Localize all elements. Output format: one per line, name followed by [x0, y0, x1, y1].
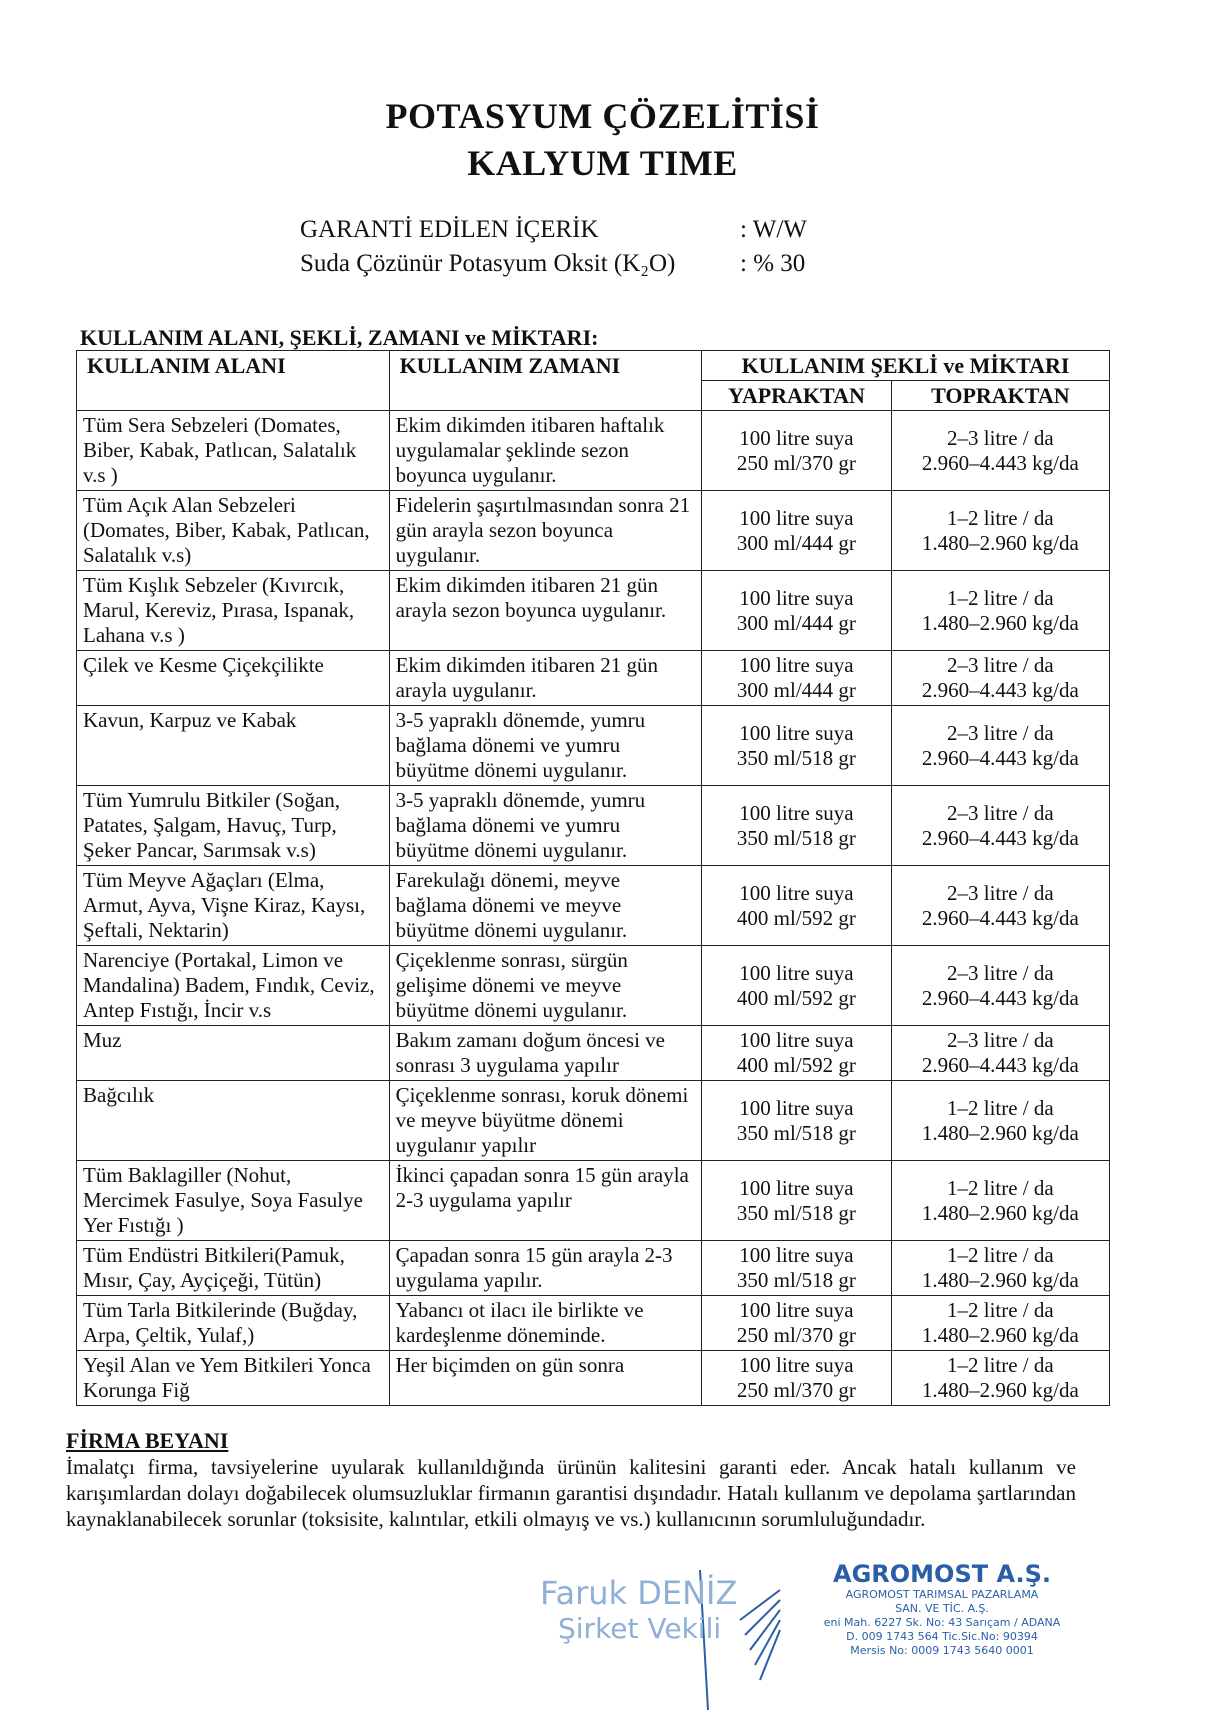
- cell-area: Muz: [77, 1026, 390, 1081]
- column-header-method: KULLANIM ŞEKLİ ve MİKTARI: [702, 351, 1110, 381]
- cell-leaf: 100 litre suya 350 ml/518 gr: [702, 1081, 892, 1161]
- table-row: [77, 651, 1110, 706]
- cell-area: Tüm Açık Alan Sebzeleri (Domates, Biber, Kabak, Patlıcan, Salatalık v.s): [77, 491, 390, 571]
- column-header-soil: TOPRAKTAN: [891, 381, 1109, 411]
- cell-time: İkinci çapadan sonra 15 gün arayla 2-3 uygulama yapılır: [389, 1161, 702, 1241]
- table-row: [77, 1026, 1110, 1081]
- product-name: KALYUM TIME: [467, 143, 738, 183]
- content-heading-value: : W/W: [740, 216, 807, 243]
- cell-area: Bağcılık: [77, 1081, 390, 1161]
- signature: [540, 1575, 737, 1647]
- cell-area: Tüm Kışlık Sebzeler (Kıvırcık, Marul, Kereviz, Pırasa, Ispanak, Lahana v.s ): [77, 571, 390, 651]
- cell-leaf: 100 litre suya 250 ml/370 gr: [702, 411, 892, 491]
- stamp-company-name: AGROMOST A.Ş.: [833, 1560, 1051, 1588]
- cell-area: Tüm Tarla Bitkilerinde (Buğday, Arpa, Çeltik, Yulaf,): [77, 1296, 390, 1351]
- content-item-value: : % 30: [740, 250, 806, 277]
- table-row: [77, 946, 1110, 1026]
- cell-leaf: 100 litre suya 350 ml/518 gr: [702, 1241, 892, 1296]
- cell-area: Tüm Baklagiller (Nohut, Mercimek Fasulye, Soya Fasulye Yer Fıstığı ): [77, 1161, 390, 1241]
- cell-area: Tüm Endüstri Bitkileri(Pamuk, Mısır, Çay, Ayçiçeği, Tütün): [77, 1241, 390, 1296]
- cell-soil: 2–3 litre / da 2.960–4.443 kg/da: [891, 411, 1109, 491]
- cell-soil: 2–3 litre / da 2.960–4.443 kg/da: [891, 651, 1109, 706]
- document-title: POTASYUM ÇÖZELİTİSİ: [385, 96, 820, 136]
- table-row: [77, 1296, 1110, 1351]
- cell-soil: 2–3 litre / da 2.960–4.443 kg/da: [891, 946, 1109, 1026]
- cell-leaf: 100 litre suya 400 ml/592 gr: [702, 946, 892, 1026]
- usage-table: [76, 350, 1110, 1406]
- content-item-label: Suda Çözünür Potasyum Oksit (K₂O): [300, 250, 676, 277]
- content-heading-label: GARANTİ EDİLEN İÇERİK: [300, 216, 599, 243]
- table-row: [77, 866, 1110, 946]
- table-row: [77, 411, 1110, 491]
- table-row: [77, 706, 1110, 786]
- table-row: [77, 1241, 1110, 1296]
- cell-time: Çiçeklenme sonrası, sürgün gelişime dönemi ve meyve büyütme dönemi uygulanır.: [389, 946, 702, 1026]
- cell-area: Tüm Meyve Ağaçları (Elma, Armut, Ayva, Vişne Kiraz, Kaysı, Şeftali, Nektarin): [77, 866, 390, 946]
- table-row: [77, 1351, 1110, 1406]
- cell-area: Tüm Sera Sebzeleri (Domates, Biber, Kabak, Patlıcan, Salatalık v.s ): [77, 411, 390, 491]
- cell-area: Çilek ve Kesme Çiçekçilikte: [77, 651, 390, 706]
- stamp-line: eni Mah. 6227 Sk. No: 43 Sarıçam / ADANA: [823, 1616, 1061, 1629]
- stamp-line: D. 009 1743 564 Tic.Sic.No: 90394: [846, 1630, 1038, 1643]
- cell-soil: 1–2 litre / da 1.480–2.960 kg/da: [891, 1081, 1109, 1161]
- column-header-time: KULLANIM ZAMANI: [389, 351, 702, 411]
- usage-table-body: [77, 411, 1110, 1406]
- cell-soil: 1–2 litre / da 1.480–2.960 kg/da: [891, 1241, 1109, 1296]
- cell-time: Farekulağı dönemi, meyve bağlama dönemi ve meyve büyütme dönemi uygulanır.: [389, 866, 702, 946]
- cell-time: Çiçeklenme sonrası, koruk dönemi ve meyve büyütme dönemi uygulanır yapılır: [389, 1081, 702, 1161]
- cell-area: Narenciye (Portakal, Limon ve Mandalina) Badem, Fındık, Ceviz, Antep Fıstığı, İncir v.s: [77, 946, 390, 1026]
- cell-leaf: 100 litre suya 350 ml/518 gr: [702, 1161, 892, 1241]
- cell-soil: 2–3 litre / da 2.960–4.443 kg/da: [891, 866, 1109, 946]
- declaration-heading: FİRMA BEYANI: [66, 1428, 229, 1453]
- stamp-line: SAN. VE TİC. A.Ş.: [895, 1602, 989, 1615]
- cell-time: Çapadan sonra 15 gün arayla 2-3 uygulama yapılır.: [389, 1241, 702, 1296]
- cell-leaf: 100 litre suya 400 ml/592 gr: [702, 866, 892, 946]
- cell-time: 3-5 yapraklı dönemde, yumru bağlama dönemi ve yumru büyütme dönemi uygulanır.: [389, 706, 702, 786]
- cell-time: Bakım zamanı doğum öncesi ve sonrası 3 uygulama yapılır: [389, 1026, 702, 1081]
- column-header-leaf: YAPRAKTAN: [702, 381, 892, 411]
- cell-area: Tüm Yumrulu Bitkiler (Soğan, Patates, Şalgam, Havuç, Turp, Şeker Pancar, Sarımsak v.s): [77, 786, 390, 866]
- cell-leaf: 100 litre suya 250 ml/370 gr: [702, 1296, 892, 1351]
- cell-time: Yabancı ot ilacı ile birlikte ve kardeşlenme döneminde.: [389, 1296, 702, 1351]
- cell-soil: 1–2 litre / da 1.480–2.960 kg/da: [891, 1161, 1109, 1241]
- cell-leaf: 100 litre suya 350 ml/518 gr: [702, 706, 892, 786]
- cell-leaf: 100 litre suya 300 ml/444 gr: [702, 651, 892, 706]
- table-row: [77, 491, 1110, 571]
- declaration-text: İmalatçı firma, tavsiyelerine uyularak kullanıldığında ürünün kalitesini garanti eder. Ancak hatalı kullanım ve karışımlardan dolayı doğabilecek olumsuzluklar firmanın garantisi dışındadır. Hatalı kullanım ve depolama şartlarından kaynaklanabilecek sorunlar (toksisite, kalıntılar, etkili olmayış ve vs.) kullanıcının sorumluluğundadır.: [66, 1455, 1076, 1531]
- cell-soil: 2–3 litre / da 2.960–4.443 kg/da: [891, 1026, 1109, 1081]
- cell-soil: 2–3 litre / da 2.960–4.443 kg/da: [891, 706, 1109, 786]
- cell-soil: 2–3 litre / da 2.960–4.443 kg/da: [891, 786, 1109, 866]
- table-row: [77, 1081, 1110, 1161]
- cell-soil: 1–2 litre / da 1.480–2.960 kg/da: [891, 571, 1109, 651]
- guaranteed-content: [300, 213, 860, 281]
- column-header-area: KULLANIM ALANI: [77, 351, 390, 411]
- cell-soil: 1–2 litre / da 1.480–2.960 kg/da: [891, 1351, 1109, 1406]
- cell-time: Ekim dikimden itibaren 21 gün arayla sezon boyunca uygulanır.: [389, 571, 702, 651]
- cell-leaf: 100 litre suya 350 ml/518 gr: [702, 786, 892, 866]
- cell-leaf: 100 litre suya 300 ml/444 gr: [702, 491, 892, 571]
- table-row: [77, 571, 1110, 651]
- company-stamp: [822, 1560, 1062, 1658]
- table-row: [77, 786, 1110, 866]
- cell-leaf: 100 litre suya 300 ml/444 gr: [702, 571, 892, 651]
- stamp-line: AGROMOST TARIMSAL PAZARLAMA: [845, 1588, 1039, 1601]
- cell-area: Yeşil Alan ve Yem Bitkileri Yonca Korunga Fiğ: [77, 1351, 390, 1406]
- cell-leaf: 100 litre suya 250 ml/370 gr: [702, 1351, 892, 1406]
- table-row: [77, 1161, 1110, 1241]
- signature-role: Şirket Vekili: [558, 1612, 722, 1645]
- cell-soil: 1–2 litre / da 1.480–2.960 kg/da: [891, 491, 1109, 571]
- cell-soil: 1–2 litre / da 1.480–2.960 kg/da: [891, 1296, 1109, 1351]
- cell-time: Fidelerin şaşırtılmasından sonra 21 gün arayla sezon boyunca uygulanır.: [389, 491, 702, 571]
- cell-time: Ekim dikimden itibaren 21 gün arayla uygulanır.: [389, 651, 702, 706]
- cell-time: Her biçimden on gün sonra: [389, 1351, 702, 1406]
- signature-name: Faruk DENİZ: [540, 1574, 738, 1612]
- cell-leaf: 100 litre suya 400 ml/592 gr: [702, 1026, 892, 1081]
- cell-time: 3-5 yapraklı dönemde, yumru bağlama dönemi ve yumru büyütme dönemi uygulanır.: [389, 786, 702, 866]
- cell-area: Kavun, Karpuz ve Kabak: [77, 706, 390, 786]
- usage-section-heading: KULLANIM ALANI, ŞEKLİ, ZAMANI ve MİKTARI:: [80, 325, 599, 350]
- stamp-line: Mersis No: 0009 1743 5640 0001: [850, 1644, 1034, 1657]
- cell-time: Ekim dikimden itibaren haftalık uygulamalar şeklinde sezon boyunca uygulanır.: [389, 411, 702, 491]
